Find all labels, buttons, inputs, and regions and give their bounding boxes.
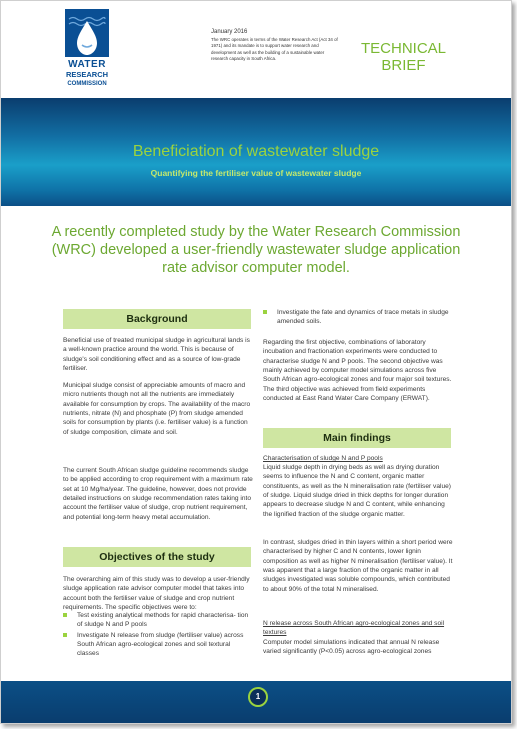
findings-paragraph-2: In contrast, sludges dried in thin layers within a short period were characterised by higher C and N contents, lower lignin composition as well as higher N mineralisation (fertiliser value). It was apparent that a large fraction of the organic matter in all sludges investigated was soluble compounds, which contributed to about 90% of the total N mineralised. xyxy=(263,539,453,593)
technical-brief-label xyxy=(351,40,456,75)
logo-text-water: WATER xyxy=(68,59,106,70)
objective-text: Investigate N release from sludge (fertiliser value) across South African agro-ecological zones and soil textural classes xyxy=(77,631,244,658)
lead-statement: A recently completed study by the Water Research Commission (WRC) developed a user-friendly wastewater sludge application rate advisor computer model. xyxy=(51,224,461,277)
document-subtitle: Quantifying the fertiliser value of wastewater sludge xyxy=(150,168,362,178)
findings-subheading-1: Characterisation of sludge N and P pools xyxy=(263,455,383,462)
findings-subheading-2: N release across South African agro-ecological zones and soil textures xyxy=(263,620,445,637)
objectives-list xyxy=(63,611,253,660)
water-drop-logo-icon xyxy=(65,9,109,57)
background-paragraph-2: Municipal sludge consist of appreciable amounts of macro and micro nutrients though not all the nutrients are immediately available for consumption by crops. The availability of the macro nutrients, nitrate (N) and phosphate (P) from sludge amended soils for consumption by plants (i.e. fertiliser value) is a function of sludge composition, climate and soil. xyxy=(63,382,251,436)
bullet-icon xyxy=(63,613,67,617)
findings-paragraph-3: Computer model simulations indicated that annual N release varied significantly (P<0.05) across agro-ecological zones xyxy=(263,639,440,656)
list-item xyxy=(63,611,253,630)
wrc-logo xyxy=(61,9,113,91)
background-paragraph-1: Beneficial use of treated municipal sludge in agricultural lands is a well-known practice around the world. This is because of sludge's soil conditioning effect and as a source of low-grade fertiliser. xyxy=(63,337,250,373)
objectives-paragraph: The overarching aim of this study was to develop a user-friendly sludge application rate advisor computer model that takes into account both the fertiliser value of sludge and crop nutrient requirements. The specific objectives were to: xyxy=(63,576,250,612)
main-findings-heading: Main findings xyxy=(263,428,451,448)
background-paragraph-3: The current South African sludge guideline recommends sludge to be applied according to crop requirement with a maximum rate set at 10 Mg/ha/year. The guideline, however, does not provide detailed instructions on sludge recommendation rates taking into account the fertiliser value of sludge, crop nutrient requirement, and potential long-term heavy metal accumulation. xyxy=(63,467,253,521)
findings-paragraph-1: Liquid sludge depth in drying beds as well as drying duration seems to influence the N and C content, organic matter constituents, as well as the N mineralisation rate (fertiliser value) of sludge. Liquid sludge dried in thick depths for longer duration appears to decrease sludge N and C content, while enhancing the lignified fraction of the sludge organic matter. xyxy=(263,464,451,518)
objective-text: Investigate the fate and dynamics of trace metals in sludge amended soils. xyxy=(277,309,449,326)
objectives-heading: Objectives of the study xyxy=(63,547,251,567)
title-banner xyxy=(1,98,511,206)
logo-text-research: RESEARCH xyxy=(65,70,109,79)
list-item xyxy=(63,631,253,659)
technical-label: TECHNICAL xyxy=(360,40,446,57)
list-item xyxy=(263,308,453,327)
objectives-list-continued xyxy=(263,308,453,328)
bullet-icon xyxy=(263,310,267,314)
brief-label: BRIEF xyxy=(381,57,426,75)
logo-text-commission: COMMISSION xyxy=(67,81,107,87)
page-number: 1 xyxy=(248,687,268,707)
bullet-icon xyxy=(63,633,67,637)
objective-text: Test existing analytical methods for rapid characterisa- tion of sludge N and P pools xyxy=(77,612,249,629)
wrc-mandate-text: The WRC operates in terms of the Water Research Act (Act 34 of 1971) and its mandate is to support water research and development as well as the building of a sustainable water research capacity in South Africa. xyxy=(211,37,338,62)
objectives-results-paragraph: Regarding the first objective, combinations of laboratory incubation and fractionation experiments were conducted to characterise sludge N and P pools. The second objective was mainly achieved by computer model simulations across five South African agro-ecological zones and four major soil textures. The third objective was achieved from field experiments conducted at East Rand Water Care Company (ERWAT). xyxy=(263,339,452,403)
publication-date: January 2016 xyxy=(211,29,248,35)
background-heading: Background xyxy=(63,309,251,329)
document-title: Beneficiation of wastewater sludge xyxy=(132,143,380,160)
